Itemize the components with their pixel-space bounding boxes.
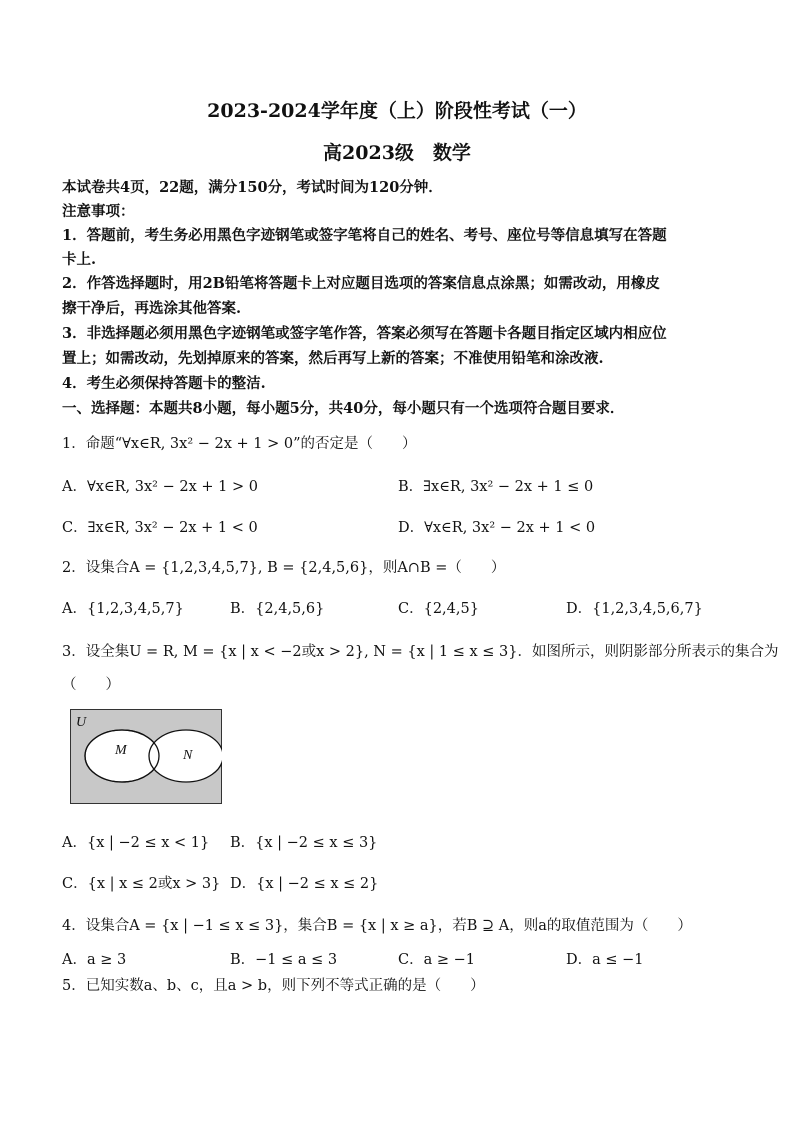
notice-line: 2．作答选择题时，用2B铅笔将答题卡上对应题目选项的答案信息点涂黑；如需改动，用橡皮 [62,275,660,292]
question-3-stem: 3．设全集U = R, M = {x | x < −2或x > 2}, N = {x | 1 ≤ x ≤ 3}．如图所示，则阴影部分所表示的集合为 [62,644,779,660]
question-3-option-b: B．{x | −2 ≤ x ≤ 3} [230,835,378,851]
question-4-option-d: D．a ≤ −1 [566,952,644,968]
question-3-stem-continuation: （ ） [62,677,120,693]
question-2-stem: 2．设集合A = {1,2,3,4,5,7}, B = {2,4,5,6}，则A∩B =（ ） [62,560,506,576]
question-3-option-c: C．{x | x ≤ 2或x > 3} [62,876,221,892]
question-4-stem: 4．设集合A = {x | −1 ≤ x ≤ 3}，集合B = {x | x ≥ a}，若B ⊇ A，则a的取值范围为（ ） [62,918,692,934]
label-m: M [115,743,127,758]
exam-subtitle: 高2023级 数学 [323,142,471,164]
question-1-option-a: A．∀x∈R, 3x² − 2x + 1 > 0 [62,479,258,495]
question-1-stem: 1．命题“∀x∈R, 3x² − 2x + 1 > 0”的否定是（ ） [62,436,417,452]
notice-heading: 注意事项： [62,203,135,220]
notice-line: 置上；如需改动，先划掉原来的答案，然后再写上新的答案；不准使用铅笔和涂改液. [62,350,604,367]
notice-line: 3．非选择题必须用黑色字迹钢笔或签字笔作答，答案必须写在答题卡各题目指定区域内相应位 [62,325,667,342]
question-3-option-a: A．{x | −2 ≤ x < 1} [62,835,210,851]
label-n: N [183,748,193,763]
exam-title: 2023-2024学年度（上）阶段性考试（一） [207,100,587,122]
question-1-option-d: D．∀x∈R, 3x² − 2x + 1 < 0 [398,520,596,536]
question-4-option-c: C．a ≥ −1 [398,952,475,968]
notice-line: 卡上. [62,251,97,268]
question-3-option-d: D．{x | −2 ≤ x ≤ 2} [230,876,379,892]
question-2-option-c: C．{2,4,5} [398,601,479,617]
label-u: U [76,715,87,730]
question-4-option-b: B．−1 ≤ a ≤ 3 [230,952,338,968]
venn-diagram [70,709,222,804]
question-2-option-d: D．{1,2,3,4,5,6,7} [566,601,703,617]
question-2-option-a: A．{1,2,3,4,5,7} [62,601,184,617]
exam-intro: 本试卷共4页，22题，满分150分，考试时间为120分钟． [62,179,443,196]
notice-line: 擦干净后，再选涂其他答案. [62,300,242,317]
question-1-option-b: B．∃x∈R, 3x² − 2x + 1 ≤ 0 [398,479,594,495]
question-2-option-b: B．{2,4,5,6} [230,601,325,617]
question-4-option-a: A．a ≥ 3 [62,952,127,968]
question-5-stem: 5．已知实数a、b、c，且a > b，则下列不等式正确的是（ ） [62,978,485,994]
notice-line: 1．答题前，考生务必用黑色字迹钢笔或签字笔将自己的姓名、考号、座位号等信息填写在答题 [62,227,667,244]
notice-line: 4．考生必须保持答题卡的整洁. [62,375,266,392]
question-1-option-c: C．∃x∈R, 3x² − 2x + 1 < 0 [62,520,258,536]
section-heading: 一、选择题：本题共8小题，每小题5分，共40分，每小题只有一个选项符合题目要求． [62,400,625,417]
